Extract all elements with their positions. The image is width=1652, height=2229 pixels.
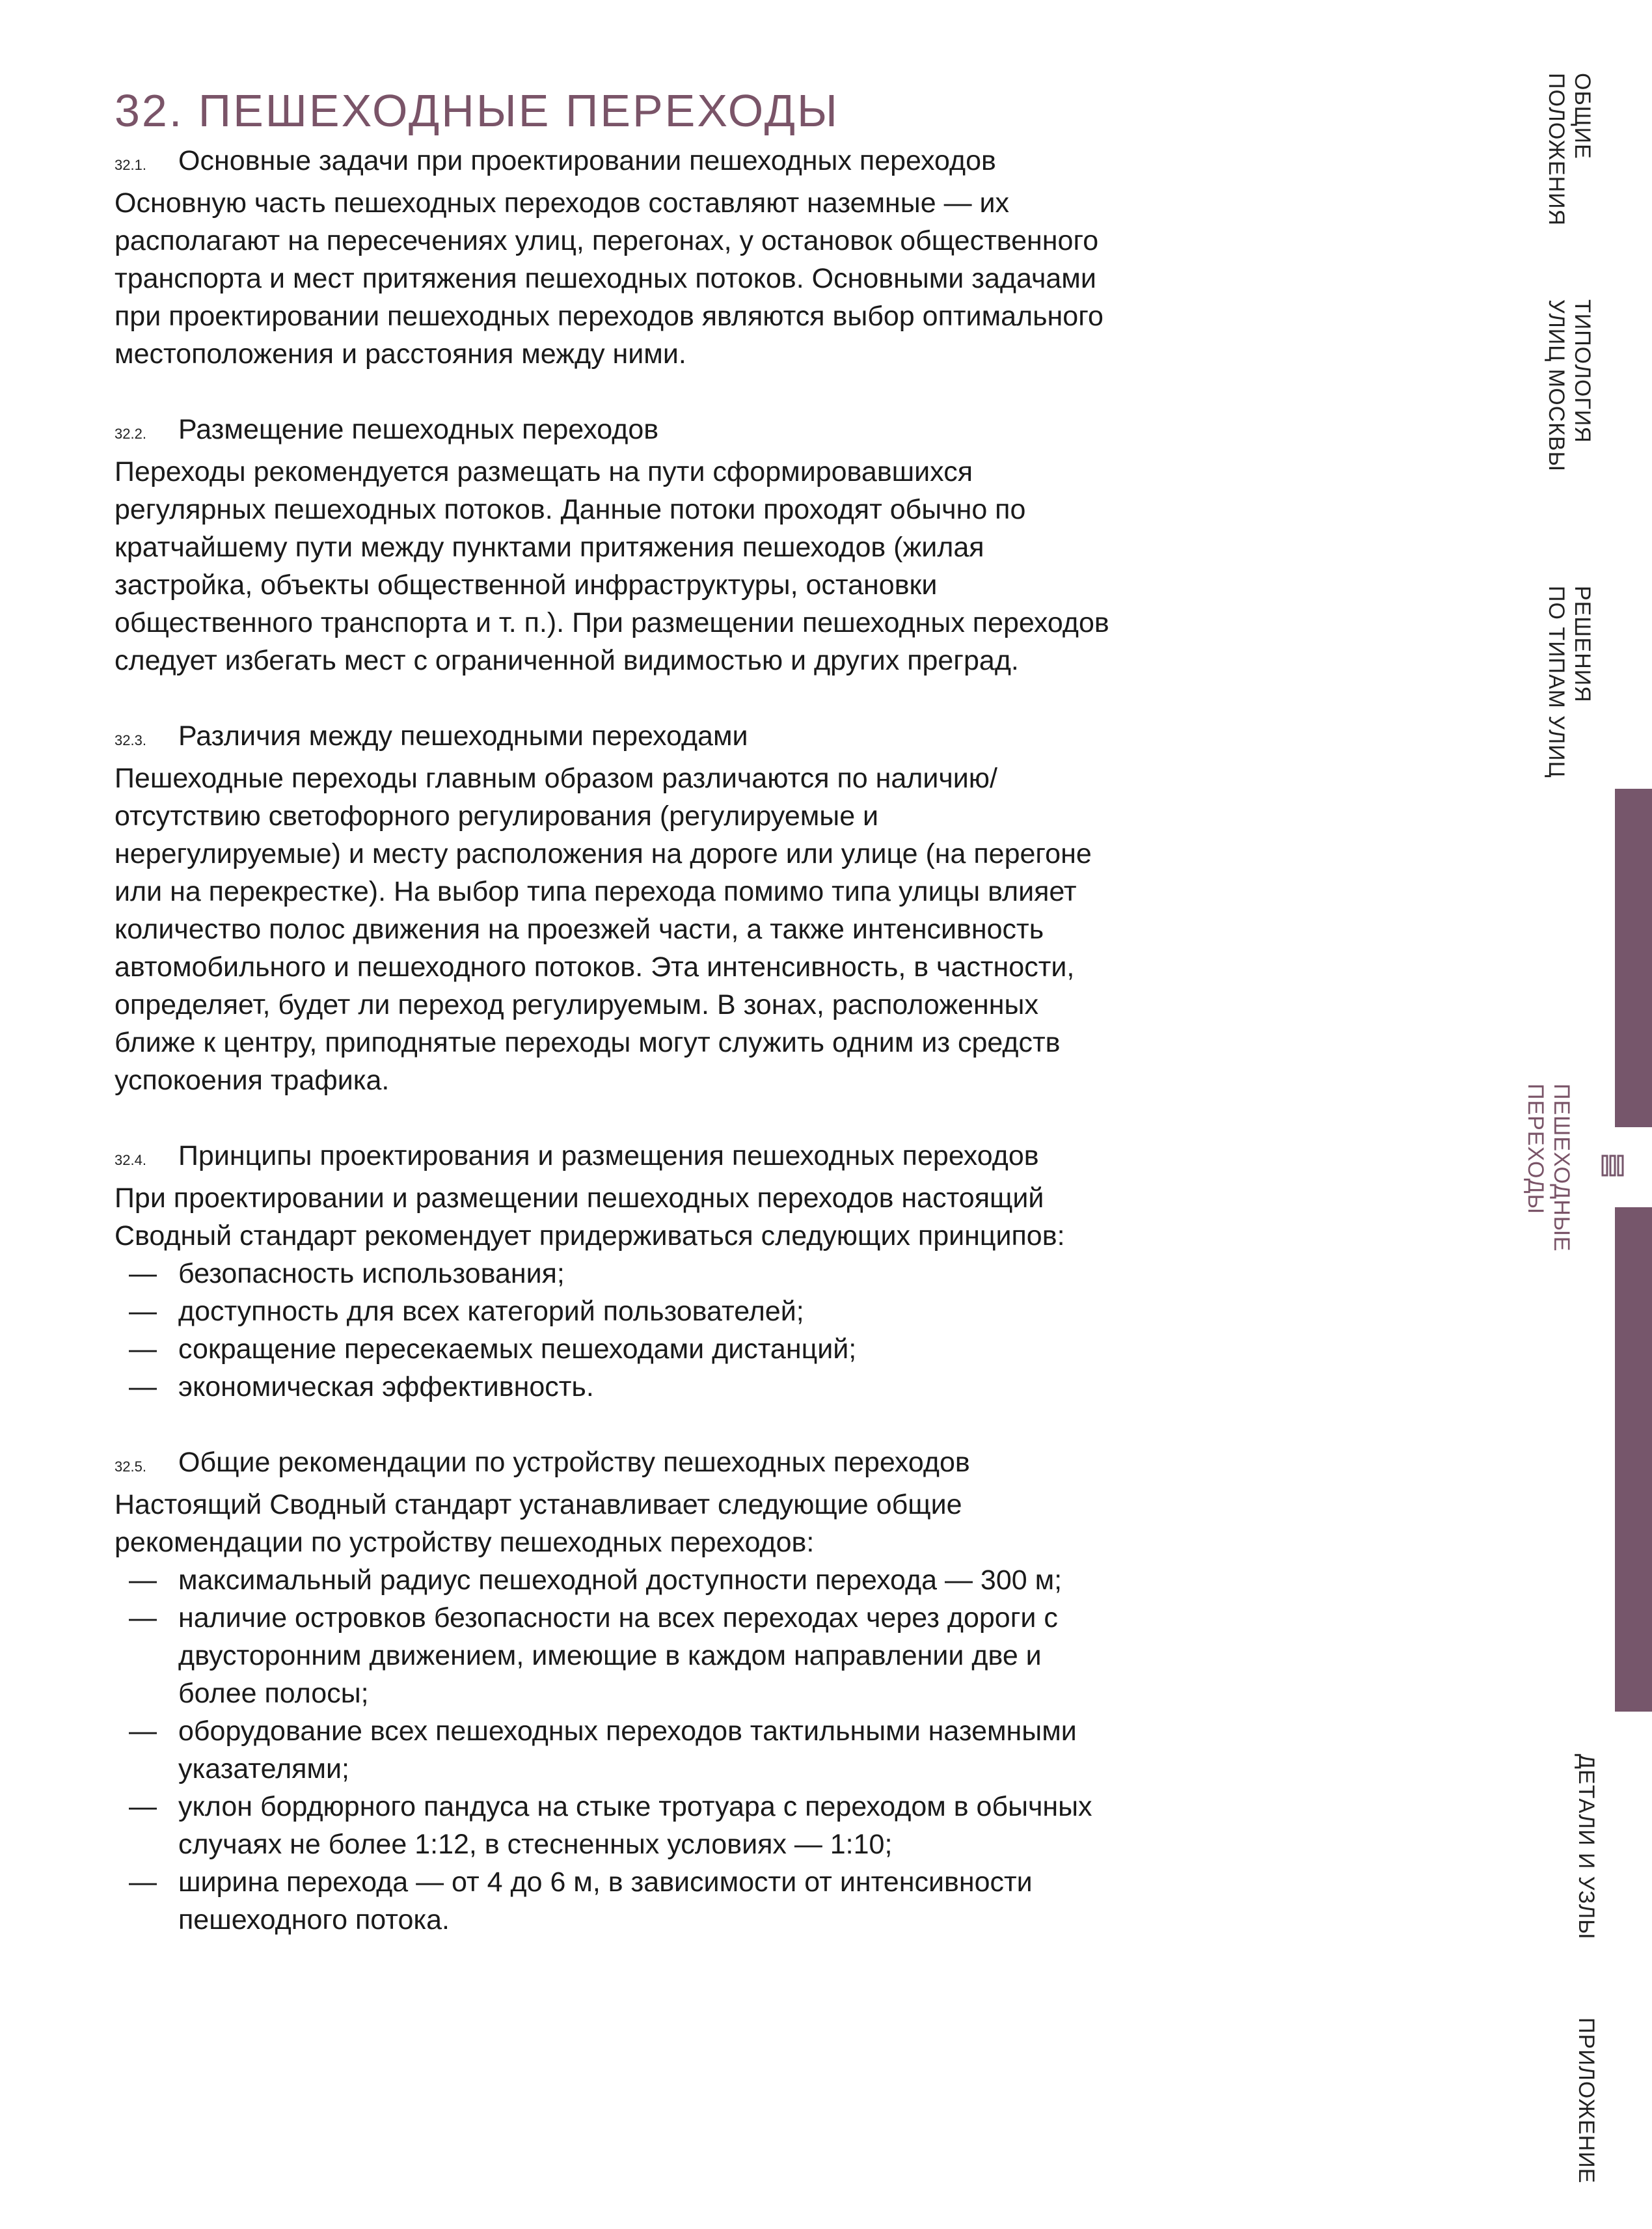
- nav-tab-appendix[interactable]: ПРИЛОЖЕНИЕ: [1574, 2017, 1599, 2184]
- section-number: 32.1.: [115, 157, 146, 173]
- section-heading: [115, 411, 1110, 453]
- section-title: Основные задачи при проектировании пешеходных переходов: [178, 145, 996, 176]
- list-item: — оборудование всех пешеходных переходов тактильными наземными указателями;: [115, 1712, 1110, 1788]
- list-item: — уклон бордюрного пандуса на стыке тротуара с переходом в обычных случаях не более 1:12, в стесненных условиях — 1:10;: [115, 1788, 1110, 1863]
- recommendations-list: [115, 1561, 1110, 1939]
- main-content: [115, 142, 1110, 1976]
- section-heading: [115, 1443, 1110, 1486]
- section-number: 32.3.: [115, 732, 146, 748]
- section-title: Принципы проектирования и размещения пешеходных переходов: [178, 1140, 1039, 1171]
- section-number: 32.2.: [115, 426, 146, 442]
- nav-tab-general[interactable]: ОБЩИЕ ПОЛОЖЕНИЯ: [1544, 73, 1595, 226]
- section-heading: [115, 1137, 1110, 1179]
- list-item: — доступность для всех категорий пользователей;: [115, 1292, 1110, 1330]
- section-heading: [115, 142, 1110, 184]
- section-32-3: [115, 717, 1110, 1099]
- section-text: Переходы рекомендуется размещать на пути сформировавшихся регулярных пешеходных потоков. Данные потоки проходят обычно по кратчайшему пути между пунктами притяжения пешеходов (жилая застройка, объекты общественной инфраструктуры, остановки общественного транспорта и т. п.). При размещении пешеходных переходов следует избегать мест с ограниченной видимостью и других преград.: [115, 456, 1109, 676]
- list-item: — максимальный радиус пешеходной доступности перехода — 300 м;: [115, 1561, 1110, 1599]
- section-32-1: [115, 142, 1110, 373]
- list-item: — ширина перехода — от 4 до 6 м, в зависимости от интенсивности пешеходного потока.: [115, 1863, 1110, 1939]
- section-number: 32.5.: [115, 1458, 146, 1475]
- section-text: Настоящий Сводный стандарт устанавливает следующие общие рекомендации по устройству пешеходных переходов:: [115, 1489, 962, 1558]
- section-32-2: [115, 411, 1110, 679]
- section-text: При проектировании и размещении пешеходных переходов настоящий Сводный стандарт рекомендует придерживаться следующих принципов:: [115, 1183, 1065, 1251]
- section-title: Размещение пешеходных переходов: [178, 414, 659, 445]
- chapter-marker-icon: [1601, 1153, 1625, 1178]
- section-32-5: [115, 1443, 1110, 1939]
- list-item: — экономическая эффективность.: [115, 1368, 1110, 1406]
- section-text: Пешеходные переходы главным образом различаются по наличию/отсутствию светофорного регулирования (регулируемые и нерегулируемые) и месту расположения на дороге или улице (на перегоне или на перекрестке). На выбор типа перехода помимо типа улицы влияет количество полос движения на проезжей части, а также интенсивность автомобильного и пешеходного потоков. Эта интенсивность, в частности, определяет, будет ли переход регулируемым. В зонах, расположенных ближе к центру, приподнятые переходы могут служить одним из средств успокоения трафика.: [115, 763, 1092, 1096]
- nav-tab-crossings[interactable]: ПЕШЕХОДНЫЕ ПЕРЕХОДЫ: [1523, 1084, 1574, 1252]
- nav-tab-solutions[interactable]: РЕШЕНИЯ ПО ТИПАМ УЛИЦ: [1544, 586, 1595, 778]
- section-32-4: [115, 1137, 1110, 1406]
- principles-list: [115, 1255, 1110, 1406]
- section-text: Основную часть пешеходных переходов составляют наземные — их располагают на пересечениях улиц, перегонах, у остановок общественного транспорта и мест притяжения пешеходных потоков. Основными задачами при проектировании пешеходных переходов являются выбор оптимального местоположения и расстояния между ними.: [115, 187, 1104, 370]
- list-item: — сокращение пересекаемых пешеходами дистанций;: [115, 1330, 1110, 1368]
- active-chapter-bar-top: [1615, 789, 1652, 1127]
- active-chapter-bar-bottom: [1615, 1207, 1652, 1712]
- section-title: Различия между пешеходными переходами: [178, 720, 748, 752]
- list-item: — наличие островков безопасности на всех переходах через дороги с двусторонним движением, имеющие в каждом направлении две и более полосы;: [115, 1599, 1110, 1712]
- list-item: — безопасность использования;: [115, 1255, 1110, 1292]
- section-heading: [115, 717, 1110, 759]
- section-title: Общие рекомендации по устройству пешеходных переходов: [178, 1447, 970, 1478]
- nav-tab-details[interactable]: ДЕТАЛИ И УЗЛЫ: [1574, 1754, 1599, 1940]
- section-number: 32.4.: [115, 1152, 146, 1168]
- nav-tab-typology[interactable]: ТИПОЛОГИЯ УЛИЦ МОСКВЫ: [1544, 299, 1595, 472]
- page-title: 32. ПЕШЕХОДНЫЕ ПЕРЕХОДЫ: [115, 85, 839, 136]
